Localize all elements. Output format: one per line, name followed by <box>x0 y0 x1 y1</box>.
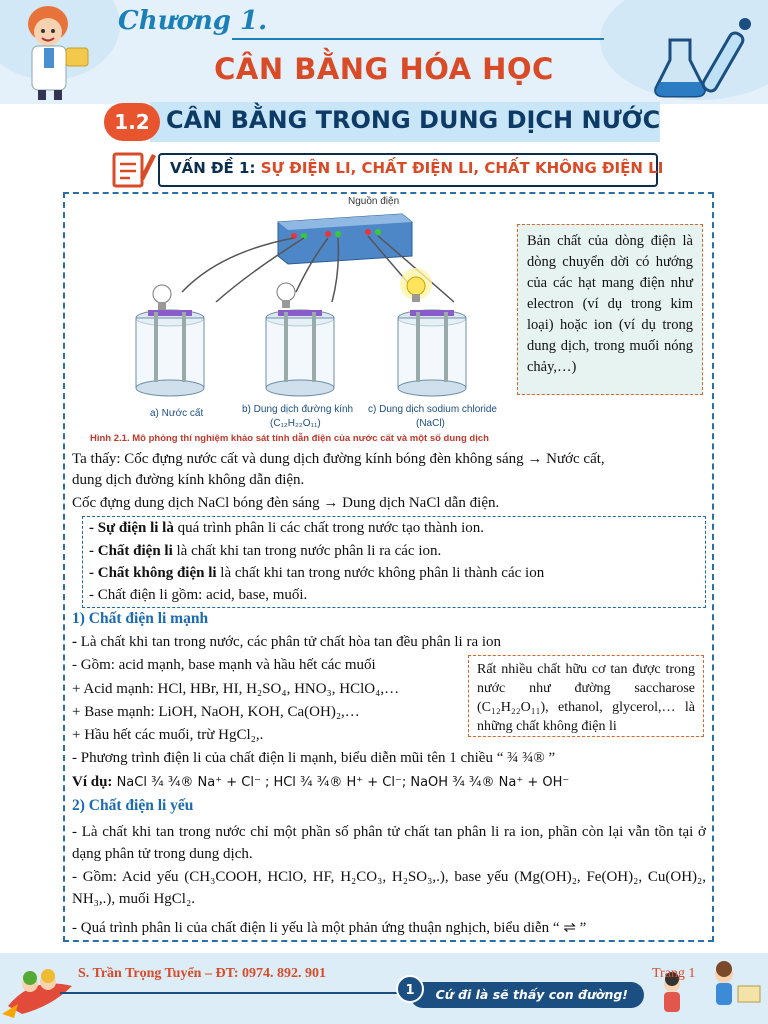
observation-line: dung dịch đường kính không dẫn điện. <box>72 472 305 488</box>
beaker-a-label: a) Nước cất <box>150 408 204 419</box>
section-title: CÂN BẰNG TRONG DUNG DỊCH NƯỚC <box>166 106 661 134</box>
beaker-b <box>266 283 334 396</box>
definition-text: quá trình phân li các chất trong nước tạo thành ion. <box>173 520 484 536</box>
power-source-label: Nguồn điện <box>348 196 400 207</box>
topic-title: SỰ ĐIỆN LI, CHẤT ĐIỆN LI, CHẤT KHÔNG ĐIỆN LI <box>260 159 664 177</box>
definition-text: là chất khi tan trong nước phân li ra các ion. <box>172 543 442 559</box>
section-number-badge: 1.2 <box>104 103 160 141</box>
footer-author: S. Trần Trọng Tuyển – ĐT: 0974. 892. 901 <box>78 966 327 981</box>
definition-item <box>89 541 441 561</box>
strong-text: Là chất khi tan trong nước, các phân tử chất hòa tan đều phân li ra ion <box>77 634 502 650</box>
strong-line: - Gồm: acid mạnh, base mạnh và hầu hết các muối <box>72 657 376 673</box>
weak-line: - Gồm: Acid yếu (CH₃COOH, HClO, HF, H₂CO₃, H₂SO₃,.), base yếu (Mg(OH)₂, Fe(OH)₂, Cu(OH)₂, NH₃,.), muối HgCl₂. <box>72 869 706 907</box>
strong-bullet: - <box>72 634 77 650</box>
example-equations: NaCl ¾ ¾® Na⁺ + Cl⁻ ; HCl ¾ ¾® H⁺ + Cl⁻; NaOH ¾ ¾® Na⁺ + OH⁻ <box>112 775 570 790</box>
info-box-electric-current: Bản chất của dòng điện là dòng chuyển dời có hướng của các hạt mang điện như electron (ví dụ trong kim loại) hoặc ion (ví dụ trong dung dịch, trong muối nóng chảy,…) <box>517 224 703 395</box>
chapter-label: Chương 1. <box>118 6 268 36</box>
footer-page-number: 1 <box>396 975 424 1003</box>
definition-term: - Sự điện li là <box>89 520 174 536</box>
weak-line: - Quá trình phân li của chất điện li yếu là một phản ứng thuận nghịch, biểu diễn “ ⇌ ” <box>72 920 587 936</box>
strong-line <box>72 632 501 653</box>
chapter-title: CÂN BẰNG HÓA HỌC <box>214 52 554 86</box>
beaker-b-label-2: (C₁₂H₂₂O₁₁) <box>270 418 321 429</box>
beaker-c-label-1: c) Dung dịch sodium chloride <box>368 404 497 415</box>
definition-text: - Chất điện li gồm: acid, base, muối. <box>89 587 308 603</box>
side-box-non-electrolyte: Rất nhiều chất hữu cơ tan được trong nước như đường saccharose (C₁₂H₂₂O₁₁), ethanol, glycerol,… là những chất không điện li <box>468 655 704 737</box>
observation-line: Ta thấy: Cốc đựng nước cất và dung dịch đường kính bóng đèn không sáng → Nước cất, <box>72 451 605 467</box>
definition-item <box>89 585 307 605</box>
kids-rocket-illustration <box>2 956 82 1020</box>
example-line <box>72 772 569 793</box>
strong-line: + Hầu hết các muối, trừ HgCl₂,. <box>72 727 264 743</box>
strong-line: - Phương trình điện li của chất điện li mạnh, biểu diễn mũi tên 1 chiều “ ¾ ¾® ” <box>72 750 556 766</box>
heading-strong-electrolyte: 1) Chất điện li mạnh <box>72 610 209 627</box>
beaker-b-label-1: b) Dung dịch đường kính <box>242 404 354 415</box>
weak-line: - Là chất khi tan trong nước chỉ một phần số phân tử chất tan phân li ra ion, phần còn lại vẫn tồn tại ở dạng phân tử trong dung dịch. <box>72 824 706 862</box>
topic-heading <box>158 153 664 187</box>
example-label: Ví dụ: <box>72 774 113 790</box>
definition-text: là chất khi tan trong nước không phân li thành các ion <box>216 565 545 581</box>
footer-rule <box>60 992 400 994</box>
definition-item <box>89 563 544 583</box>
definitions-box <box>82 516 706 608</box>
beaker-c-label-2: (NaCl) <box>416 418 445 429</box>
definition-item <box>89 518 484 538</box>
notepad-pencil-icon <box>110 148 156 188</box>
figure-caption: Hình 2.1. Mô phỏng thí nghiệm khảo sát tính dẫn điện của nước cất và một số dung dịch <box>90 433 489 444</box>
definition-term: - Chất điện li <box>89 543 173 559</box>
observation-line: Cốc đựng dung dịch NaCl bóng đèn sáng → Dung dịch NaCl dẫn điện. <box>72 495 500 511</box>
topic-prefix: VẤN ĐỀ 1: <box>170 159 256 177</box>
beaker-a <box>136 285 204 396</box>
chapter-underline <box>232 38 604 40</box>
beaker-c <box>398 268 466 396</box>
heading-weak-electrolyte: 2) Chất điện li yếu <box>72 797 194 814</box>
footer-slogan: Cứ đi là sẽ thấy con đường! <box>410 982 644 1008</box>
experiment-figure <box>120 192 530 452</box>
footer-page-label: Trang 1 <box>652 966 696 981</box>
strong-line: + Acid mạnh: HCl, HBr, HI, H₂SO₄, HNO₃, HClO₄,… <box>72 681 400 697</box>
strong-line: + Base mạnh: LiOH, NaOH, KOH, Ca(OH)₂,… <box>72 704 360 720</box>
definition-term: - Chất không điện li <box>89 565 217 581</box>
